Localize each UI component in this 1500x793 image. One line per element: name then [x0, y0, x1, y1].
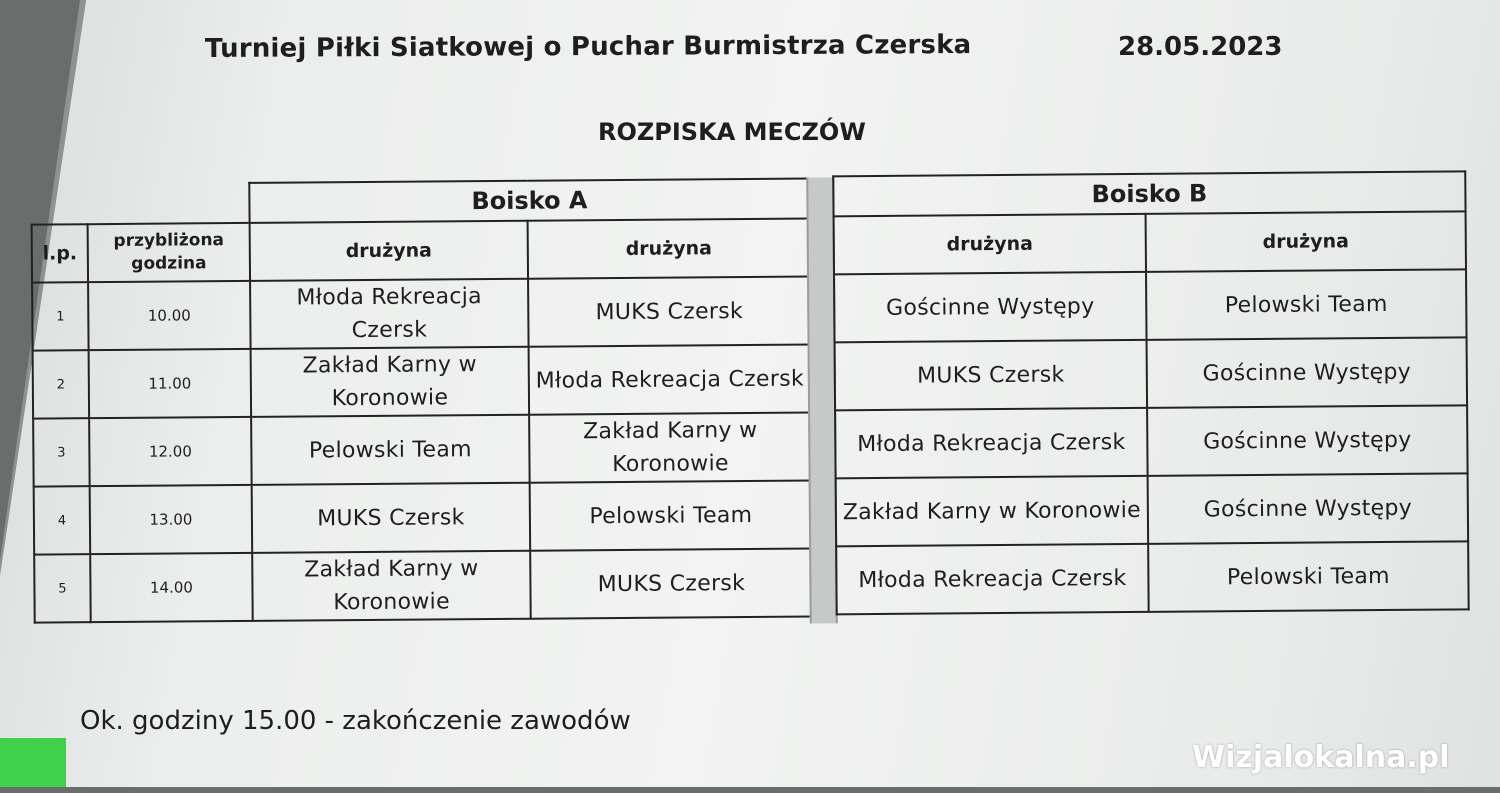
- court-a-team-1: Zakład Karny w Koronowie: [252, 551, 531, 621]
- court-b-team-2: Gościnne Występy: [1147, 337, 1468, 408]
- match-number: 1: [32, 282, 89, 350]
- court-b-team-1: Zakład Karny w Koronowie: [836, 476, 1149, 546]
- court-a-team-1: Zakład Karny w Koronowie: [251, 347, 530, 417]
- court-a-table: [30, 178, 813, 624]
- court-b-team-2: Pelowski Team: [1146, 269, 1467, 340]
- court-b-team-2: Gościnne Występy: [1148, 473, 1469, 544]
- table-row: [34, 549, 813, 623]
- court-b-team-1: Młoda Rekreacja Czersk: [836, 544, 1149, 614]
- match-number: 3: [33, 418, 90, 486]
- court-a-team-1: Pelowski Team: [251, 415, 530, 485]
- table-row: [33, 345, 812, 419]
- table-row: [835, 405, 1468, 478]
- match-hour: 14.00: [90, 553, 253, 622]
- court-a-team-2: Zakład Karny w Koronowie: [529, 413, 812, 483]
- court-b-team-1: MUKS Czersk: [835, 340, 1148, 410]
- team-column-header: drużyna: [834, 214, 1146, 274]
- court-a-team-2: Młoda Rekreacja Czersk: [529, 345, 812, 415]
- table-row: [836, 473, 1469, 546]
- table-row: [836, 541, 1469, 614]
- watermark: Wizjalokalna.pl: [1192, 740, 1450, 775]
- match-number: 2: [33, 350, 90, 418]
- match-hour: 10.00: [88, 281, 251, 350]
- court-b-team-2: Gościnne Występy: [1147, 405, 1468, 476]
- schedule-heading: ROZPISKA MECZÓW: [598, 118, 866, 146]
- header-spacer: [31, 183, 249, 225]
- court-a-team-2: MUKS Czersk: [528, 277, 811, 347]
- table-row: [34, 481, 813, 555]
- hour-column-header: przybliżona godzina: [88, 223, 250, 282]
- match-hour: 11.00: [89, 349, 252, 418]
- court-b-team-2: Pelowski Team: [1148, 541, 1469, 612]
- court-a-team-1: MUKS Czersk: [252, 483, 531, 553]
- match-number: 5: [34, 554, 91, 622]
- lp-column-header: l.p.: [32, 224, 88, 282]
- court-b-table: [832, 170, 1469, 615]
- tournament-date: 28.05.2023: [1118, 32, 1283, 62]
- match-number: 4: [34, 486, 91, 554]
- court-a-team-1: Młoda Rekreacja Czersk: [250, 279, 529, 349]
- team-column-header: drużyna: [250, 221, 528, 281]
- closing-note: Ok. godziny 15.00 - zakończenie zawodów: [80, 706, 631, 736]
- court-b-header: Boisko B: [833, 171, 1465, 216]
- match-hour: 12.00: [89, 417, 252, 486]
- court-a-team-2: Pelowski Team: [530, 481, 813, 551]
- team-column-header: drużyna: [528, 219, 810, 279]
- corner-patch: [0, 738, 66, 787]
- team-column-header: drużyna: [1146, 211, 1466, 272]
- court-b-team-1: Gościnne Występy: [834, 272, 1147, 342]
- court-a-team-2: MUKS Czersk: [530, 549, 813, 619]
- court-b-team-1: Młoda Rekreacja Czersk: [835, 408, 1148, 478]
- table-row: [32, 277, 811, 351]
- table-row: [834, 269, 1467, 342]
- table-row: [835, 337, 1468, 410]
- tournament-title: Turniej Piłki Siatkowej o Puchar Burmistrza Czerska: [204, 29, 972, 64]
- court-a-header: Boisko A: [249, 179, 809, 223]
- match-hour: 13.00: [90, 485, 253, 554]
- table-row: [33, 413, 812, 487]
